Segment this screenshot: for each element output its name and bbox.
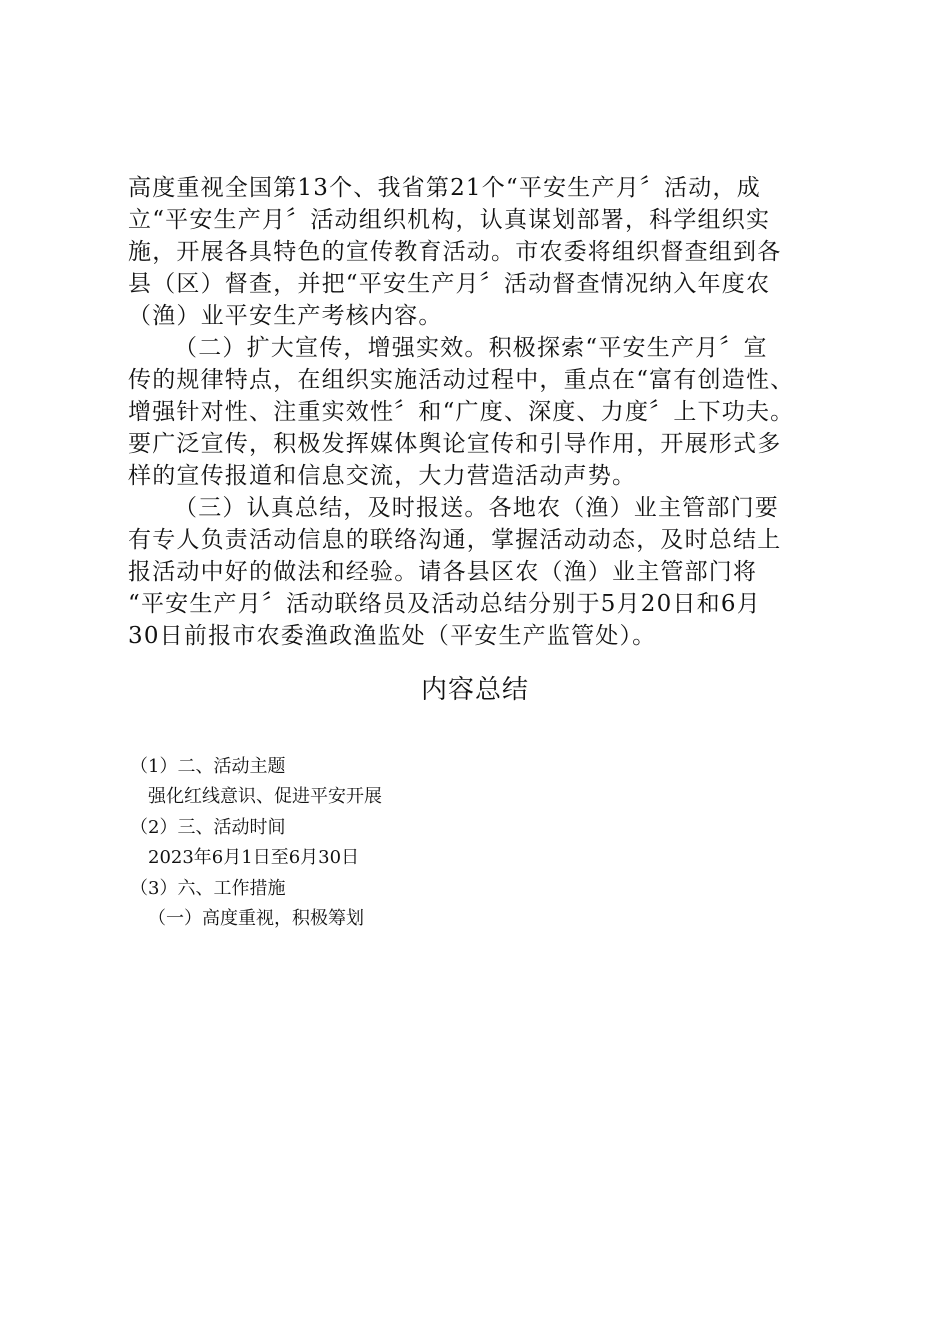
body-line: 有专人负责活动信息的联络沟通，掌握活动动态，及时总结上 — [128, 527, 782, 553]
body-line: “平安生产月〞活动联络员及活动总结分别于5月20日和6月 — [128, 591, 761, 617]
body-line: 30日前报市农委渔政渔监处（平安生产监管处）。 — [128, 623, 657, 649]
summary-item-heading: （2）三、活动时间 — [130, 816, 286, 838]
body-line: 县（区）督查，并把“平安生产月〞活动督查情况纳入年度农 — [128, 271, 771, 297]
summary-item-heading: （1）二、活动主题 — [130, 756, 286, 777]
summary-item-heading: （3）六、工作措施 — [130, 877, 286, 899]
body-line: 样的宣传报道和信息交流，大力营造活动声势。 — [128, 463, 637, 489]
body-line: 高度重视全国第13个、我省第21个“平安生产月〞活动，成 — [128, 175, 761, 201]
body-line: （渔）业平安生产考核内容。 — [128, 303, 443, 329]
body-line: 报活动中好的做法和经验。请各县区农（渔）业主管部门将 — [128, 559, 758, 585]
paragraph-start-line: （二）扩大宣传，增强实效。积极探索“平安生产月〞宣 — [174, 335, 768, 361]
paragraph-start-line: （三）认真总结，及时报送。各地农（渔）业主管部门要 — [174, 495, 779, 521]
body-line: 施，开展各具特色的宣传教育活动。市农委将组织督查组到各 — [128, 239, 782, 265]
summary-title: 内容总结 — [420, 675, 529, 705]
body-line: 增强针对性、注重实效性〞和“广度、深度、力度〞上下功夫。 — [128, 399, 795, 425]
summary-item-detail: 2023年6月1日至6月30日 — [148, 847, 360, 869]
summary-item-detail: 强化红线意识、促进平安开展 — [148, 786, 382, 808]
body-line: 传的规律特点，在组织实施活动过程中，重点在“富有创造性、 — [128, 367, 795, 393]
summary-item-detail: （一）高度重视，积极筹划 — [148, 907, 364, 929]
summary-list — [130, 752, 830, 934]
body-line: 立“平安生产月〞活动组织机构，认真谋划部署，科学组织实 — [128, 207, 771, 233]
body-line: 要广泛宣传，积极发挥媒体舆论宣传和引导作用，开展形式多 — [128, 431, 782, 457]
body-text — [128, 172, 836, 652]
